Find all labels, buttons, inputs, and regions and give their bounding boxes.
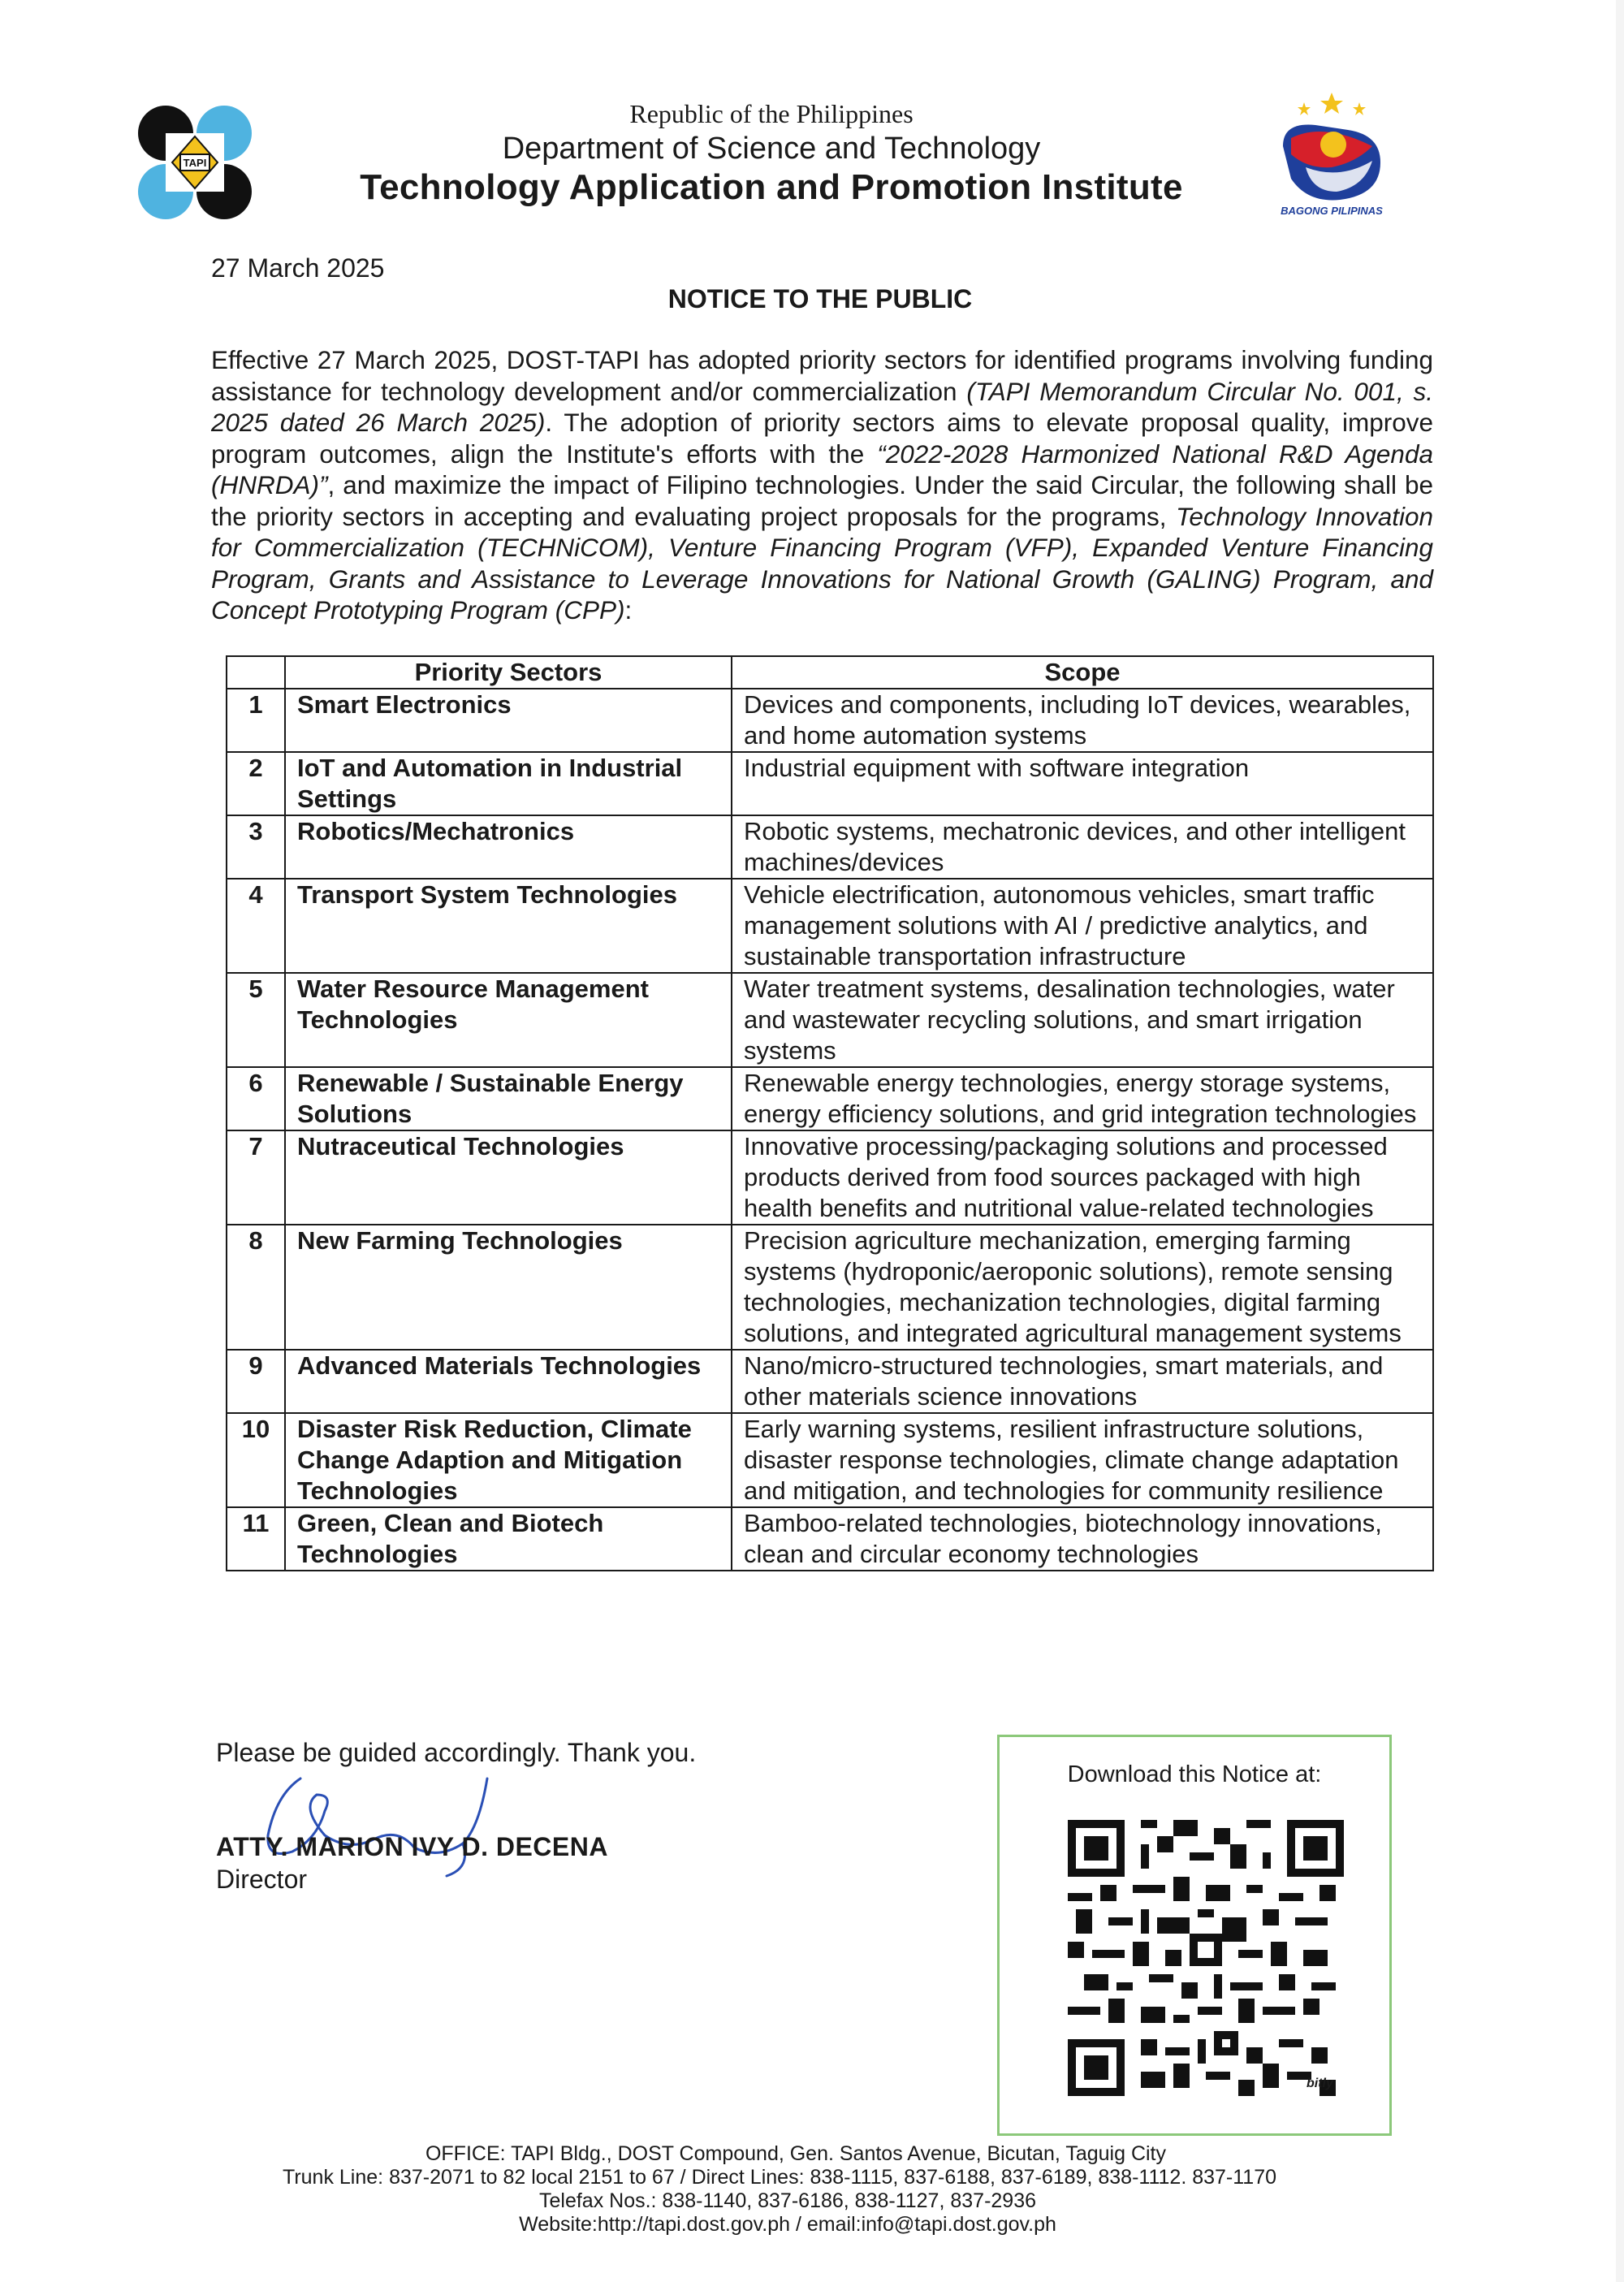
table-row — [227, 879, 1433, 973]
row-number: 11 — [227, 1507, 285, 1571]
tapi-logo-text: TAPI — [183, 157, 207, 169]
row-number: 8 — [227, 1225, 285, 1350]
intro-text-4: : — [624, 595, 633, 625]
row-scope: Vehicle electrification, autonomous vehicles, smart traffic management solutions with AI / predictive analytics, and sustainable transportation infrastructure — [732, 879, 1433, 973]
row-number: 3 — [227, 815, 285, 879]
table-row — [227, 689, 1433, 752]
table-row — [227, 1225, 1433, 1350]
row-sector: Transport System Technologies — [285, 879, 732, 973]
row-number: 7 — [227, 1130, 285, 1225]
table-row — [227, 1413, 1433, 1507]
row-number: 10 — [227, 1413, 285, 1507]
row-number: 4 — [227, 879, 285, 973]
table-row — [227, 1130, 1433, 1225]
row-number: 9 — [227, 1350, 285, 1413]
bagong-pilipinas-text: BAGONG PILIPINAS — [1281, 205, 1383, 217]
header-scope: Scope — [732, 656, 1433, 689]
signatory-title: Director — [216, 1865, 308, 1894]
notice-title: NOTICE TO THE PUBLIC — [667, 284, 973, 313]
table-row — [227, 815, 1433, 879]
bagong-pilipinas-logo — [1259, 89, 1405, 219]
row-sector: Smart Electronics — [285, 689, 732, 752]
intro-programs-list: Technology Innovation for Commercialization (TECHNiCOM), Venture Financing Program (VFP), Expanded Venture Financing Program, Grants and Assistance to Leverage Innovations for National Growth (GALING) Program, and Concept Prototyping Program (CPP) — [211, 501, 1434, 625]
table-row — [227, 1507, 1433, 1571]
row-sector: New Farming Technologies — [285, 1225, 732, 1350]
intro-paragraph — [211, 344, 1433, 626]
row-scope: Innovative processing/packaging solutions and processed products derived from food sources packaged with high health benefits and nutritional value-related technologies — [732, 1130, 1433, 1225]
row-scope: Early warning systems, resilient infrastructure solutions, disaster response technologies, climate change adaptation and mitigation, and technologies for community resilience — [732, 1413, 1433, 1507]
table-row — [227, 973, 1433, 1067]
row-scope: Bamboo-related technologies, biotechnology innovations, clean and circular economy technologies — [732, 1507, 1433, 1571]
row-scope: Nano/micro-structured technologies, smart materials, and other materials science innovations — [732, 1350, 1433, 1413]
notice-date: 27 March 2025 — [211, 253, 385, 283]
table-row — [227, 1067, 1433, 1130]
signatory-name: ATTY. MARION IVY D. DECENA — [216, 1832, 608, 1861]
row-sector: Renewable / Sustainable Energy Solutions — [285, 1067, 732, 1130]
row-number: 5 — [227, 973, 285, 1067]
footer-office: OFFICE: TAPI Bldg., DOST Compound, Gen. Santos Avenue, Bicutan, Taguig City — [425, 2142, 1167, 2165]
table-header-row — [227, 656, 1433, 689]
republic-line: Republic of the Philippines — [629, 99, 914, 128]
row-scope: Renewable energy technologies, energy storage systems, energy efficiency solutions, and grid integration technologies — [732, 1067, 1433, 1130]
department-line: Department of Science and Technology — [502, 132, 1041, 166]
scan-edge — [1616, 0, 1624, 2282]
closing-line: Please be guided accordingly. Thank you. — [216, 1738, 697, 1767]
row-sector: Disaster Risk Reduction, Climate Change Adaption and Mitigation Technologies — [285, 1413, 732, 1507]
row-number: 2 — [227, 752, 285, 815]
row-scope: Water treatment systems, desalination technologies, water and wastewater recycling solutions, and smart irrigation systems — [732, 973, 1433, 1067]
footer-website-email: Website:http://tapi.dost.gov.ph / email:info@tapi.dost.gov.ph — [519, 2213, 1056, 2236]
row-number: 1 — [227, 689, 285, 752]
priority-sectors-table — [226, 655, 1434, 1571]
table-row — [227, 1350, 1433, 1413]
row-sector: Advanced Materials Technologies — [285, 1350, 732, 1413]
bitly-brand: bitly — [1307, 2077, 1333, 2090]
qr-label: Download this Notice at: — [1067, 1761, 1322, 1787]
footer-trunk-line: Trunk Line: 837-2071 to 82 local 2151 to 67 / Direct Lines: 838-1115, 837-6188, 837-6189, 838-1112. 837-1170 — [282, 2166, 1277, 2189]
intro-text-3: , and maximize the impact of Filipino technologies. Under the said Circular, the following shall be the priority sectors in accepting and evaluating project proposals for the programs, — [211, 470, 1433, 531]
row-scope: Devices and components, including IoT devices, wearables, and home automation systems — [732, 689, 1433, 752]
row-scope: Industrial equipment with software integration — [732, 752, 1433, 815]
row-sector: Nutraceutical Technologies — [285, 1130, 732, 1225]
intro-circular-ref: (TAPI Memorandum Circular No. 001, s. 2025 dated 26 March 2025) — [211, 376, 1433, 437]
row-number: 6 — [227, 1067, 285, 1130]
header-priority-sectors: Priority Sectors — [285, 656, 732, 689]
row-scope: Precision agriculture mechanization, emerging farming systems (hydroponic/aeroponic solutions), remote sensing technologies, mechanization technologies, digital farming solutions, and integrated agricultural management systems — [732, 1225, 1433, 1350]
footer-telefax: Telefax Nos.: 838-1140, 837-6186, 838-1127, 837-2936 — [538, 2189, 1037, 2212]
intro-text-1: Effective 27 March 2025, DOST-TAPI has adopted priority sectors for identified programs involving funding assistance for technology development and/or commercialization — [211, 345, 1433, 406]
row-sector: Robotics/Mechatronics — [285, 815, 732, 879]
table-row — [227, 752, 1433, 815]
qr-code[interactable] — [1068, 1820, 1344, 2096]
row-sector: IoT and Automation in Industrial Settings — [285, 752, 732, 815]
intro-text-2: . The adoption of priority sectors aims to elevate proposal quality, improve program outcomes, align the Institute's efforts with the — [211, 408, 1433, 469]
header-number — [227, 656, 285, 689]
row-sector: Water Resource Management Technologies — [285, 973, 732, 1067]
intro-hnrda-ref: “2022-2028 Harmonized National R&D Agenda (HNRDA)” — [211, 439, 1433, 499]
qr-download-box — [997, 1735, 1392, 2136]
institute-line: Technology Application and Promotion Institute — [360, 167, 1183, 207]
row-scope: Robotic systems, mechatronic devices, and other intelligent machines/devices — [732, 815, 1433, 879]
row-sector: Green, Clean and Biotech Technologies — [285, 1507, 732, 1571]
